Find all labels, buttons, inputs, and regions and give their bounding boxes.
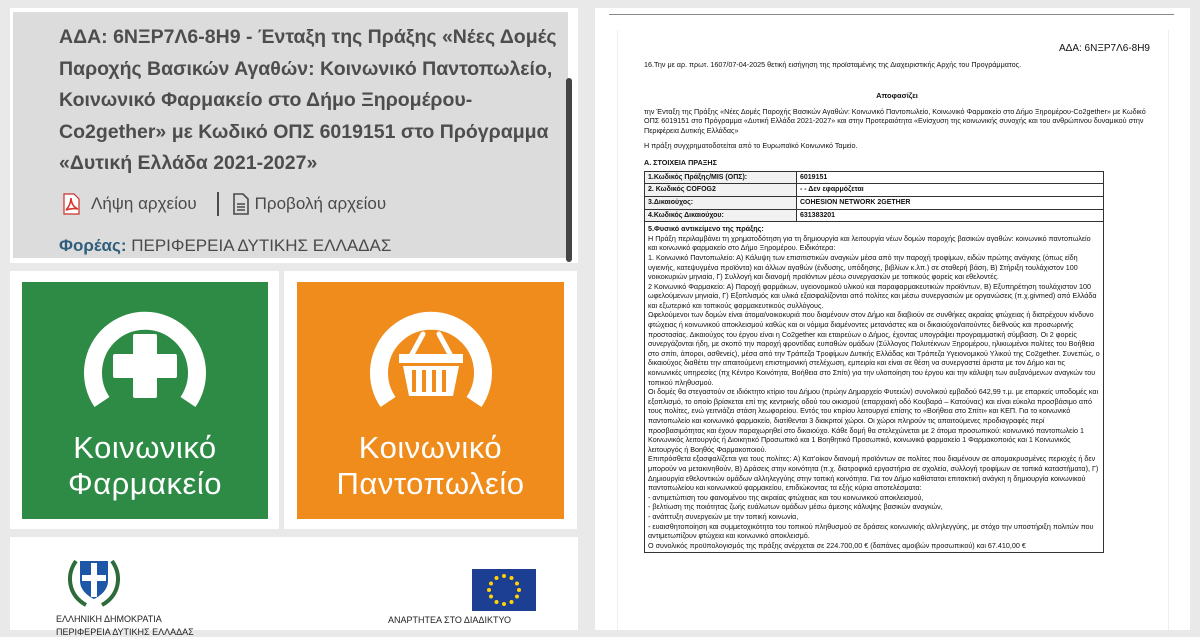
pharmacy-logo-line2: Φαρμακείο [67,466,223,501]
notice-card [10,8,578,263]
object-paragraph: Οι δομές θα στεγαστούν σε ιδιόκτητο κτίριο του Δήμου (πρώην Δημαρχείο Φυτειών) συνολικού εμβαδού 642,99 τ.μ. με επαρκείς υποδομές και εξοπλισμό, το οποίο βρίσκεται επί της κεντρικής οδού του οικισμού (επαρχιακή οδό Κουβαρά – Κατούνας) και είναι εύκολα προσβάσιμο από τους πολίτες, ενώ γειτνιάζει στάση λεωφορείου. Εντός του κτιρίου λειτουργεί επίσης το «Βοήθεια στο Σπίτι» και ΚΕΠ. Για το κοινωνικό παντοπωλείο και κοινωνικό φαρμακείο, διατίθενται 3 διακριτοί χώροι. Οι χώροι πληρούν τις απαιτούμενες προδιαγραφές περί προσβασιμότητας και έχουν παραχωρηθεί στο δικαιούχο. Κάθε δομή θα στελεχώνεται με 2 άτομα προσωπικού: κοινωνικό παντοπωλείο 1 Κοινωνικός λειτουργός ή Διοικητικό Προσωπικό και 1 Βοηθητικό Προσωπικό, κοινωνικό φαρμακείο 1 Φαρμακοποιός και 1 Κοινωνικός λειτουργός ή Βοηθός Φαρμακοποιού. [648,387,1099,454]
table-key: 4.Κωδικός Δικαιούχου: [645,209,797,222]
table-key: 3.Δικαιούχος: [645,196,797,209]
greek-emblem-icon [64,551,124,611]
table-value: COHESION NETWORK 2GETHER [797,196,1104,209]
funding-text: Η πράξη συγχρηματοδοτείται από το Ευρωπαϊκό Κοινωνικό Ταμείο. [644,140,858,150]
object-paragraph: Η Πράξη περιλαμβάνει τη χρηματοδότηση για τη δημιουργία και λειτουργία νέων δομών παροχής βασικών αγαθών: κοινωνικό παντοπωλείο και κοινωνικό φαρμακείο στο Δήμο Ξηρομέρου. Ειδικότερα: [648,233,1091,253]
document-page [617,30,1169,630]
pdf-icon [59,192,83,216]
pharmacy-logo-card [10,271,279,529]
object-paragraph: - βελτίωση της ποιότητας ζωής ευάλωτων ομάδων μέσω άμεσης κάλυψης βασικών αναγκών, [648,502,943,512]
decision-text: την Ένταξη της Πράξης «Νέες Δομές Παροχής Βασικών Αγαθών: Κοινωνικό Παντοπωλείο, Κοινωνικό Φαρμακείο στο Δήμο Ξηρομέρου-Co2gether» με Κωδικό ΟΠΣ 6019151 στο Πρόγραμμα «Δυτική Ελλάδα 2021-2027» και στην Προτεραιότητα «Ενίσχυση της κοινωνικής συνοχής και του ανθρώπινου δυναμικού στην Περιφέρεια Δυτικής Ελλάδας» [644,106,1146,135]
grocery-logo-line1: Κοινωνικό [358,430,503,465]
object-paragraph: - αντιμετώπιση του φαινομένου της ακραίας φτώχειας και του κοινωνικού αποκλεισμού, [648,492,924,502]
section-a-heading: Α. ΣΤΟΙΧΕΙΑ ΠΡΑΞΗΣ [644,158,717,168]
table-value: 6019151 [797,171,1104,184]
pharmacy-cross-icon [80,294,210,422]
table-value: 631383201 [797,209,1104,222]
object-paragraph: Ο συνολικός προϋπολογισμός της πράξης ανέρχεται σε 224.700,00 € (δαπάνες αμοιβών προσωπικού) και 67.410,00 € [648,540,1026,550]
grocery-logo [297,282,564,519]
object-paragraph: Ωφελούμενοι των δομών είναι άτομα/νοικοκυριά που διαμένουν στον Δήμο και διαβιούν σε συνθήκες ακραίας φτώχειας ή διατρέχουν κίνδυνο φτώχειας ή κοινωνικού αποκλεισμού καθώς και οι νόμιμα διαμένοντες μετανάστες και οι δικαιούχοι/αιτούντες διεθνούς και προσωρινής προστασίας. Δικαιούχος του έργου είναι η Co2gether και εταιρεύων ο Δήμος, έχοντας υπογράψει προγραμματική σύμβαση. Οι 2 φορείς συνεργάζονται ήδη, με σκοπό την παροχή φροντίδας ευπαθών ομάδων (Σύλλογος Πολυτέκνων Ξηρομέρου, ηλικιωμένοι πολίτες του Βοήθεια στο σπίτι, άποροι, ασθενείς), μέσα από την Τράπεζα Τροφίμων Δυτικής Ελλάδας και Τράπεζα Υγειονομικού Υλικού της Co2gether. Συνεπώς, ο δικαιούχος διαθέτει την απαιτούμενη επιστημονική στελέχωση, εμπειρία και είναι σε θέση να συνεργαστεί άριστα με τον Δήμο και τις κοινωνικές υπηρεσίες (πχ Κέντρο Κοινότητα, Βοήθεια στο Σπίτι) για την υλοποίηση του έργου και την κάλυψη των αυξανόμενων αναγκών του τοπικού πληθυσμού. [648,310,1100,387]
notice-content [13,12,568,258]
document-icon [231,192,251,216]
basket-icon [366,294,496,422]
table-value: - - Δεν εφαρμόζεται [797,184,1104,197]
object-paragraph: - ανάπτυξη συνεργειών με την τοπική κοινωνία, [648,511,799,521]
physical-object-box [644,222,1104,553]
view-label: Προβολή αρχείου [254,193,387,213]
actions-divider [217,192,219,216]
object-paragraph: 1. Κοινωνικό Παντοπωλείο: Α) Κάλυψη των επισιτιστικών αναγκών μέσα από την παροχή τροφίμων, ειδών πρώτης ανάγκης (όπως είδη υγιεινής, κατεψυγμένα προϊόντα) και άλλων αγαθών (ένδυσης, υπόδησης, βιβλίων κ.λπ.) σε σταθερή βάση, Β) Στήριξη τουλάχιστον 100 νοικοκυριών μηνιαία, Γ) Συλλογή και διανομή προϊόντων μέσω συνεργασιών με τοπικούς φορείς και εθελοντές. [648,252,1078,282]
download-file-link[interactable] [59,192,197,216]
eu-stars-icon [472,569,536,611]
decides-heading: Αποφασίζει [876,91,918,101]
footer-card [10,537,578,637]
object-paragraph: 2 Κοινωνικό Φαρμακείο: Α) Παροχή φαρμάκων, υγειονομικού υλικού και παραφαρμακευτικών προϊόντων, Β) Εξυπηρέτηση τουλάχιστον 100 ωφελούμενων μηνιαία, Γ) Εξοπλισμός και υλικά εξασφαλίζονται από πολίτες και μέσω συνεργασιών με οργανώσεις (π.χ.givmed) από Ελλάδα και εξωτερικό και τοπικούς φαρμακευτικούς συλλόγους. [648,281,1097,310]
grocery-logo-line2: Παντοπωλείο [336,466,525,501]
download-label: Λήψη αρχείου [91,193,197,213]
object-paragraph: Επιπρόσθετα εξασφαλίζεται για τους πολίτες: Α) Κατ'οίκον διανομή προϊόντων σε πολίτες που διαμένουν σε απομακρυσμένες περιοχές ή δεν μπορούν να μετακινηθούν, Β) Δράσεις στην κοινότητα (π.χ. διατροφικά εργαστήρια σε σχολεία, συλλογή τροφίμων σε τοπικά καταστήματα), Γ) Δημιουργία εθελοντικών ομάδων αλληλεγγύης στην τοπική κοινότητα. Για τον Δήμο καθίσταται επιτακτική ανάγκη η δημιουργία κοινωνικού παντοπωλείου και κοινωνικού φαρμακείου, επιδιώκοντας τα εξής κύρια αποτελέσματα: [648,454,1099,493]
carrier-line [59,236,568,256]
table-row [645,196,1104,209]
physical-object-title: 5.Φυσικό αντικείμενο της πράξης: [648,224,764,234]
eu-flag [472,569,536,611]
view-file-link[interactable] [231,192,387,216]
table-row [645,209,1104,222]
pharmacy-logo-line1: Κοινωνικό [73,430,217,465]
table-row [645,184,1104,197]
document-ada: ΑΔΑ: 6ΝΞΡ7Λ6-8Η9 [1058,43,1150,54]
scrollbar[interactable] [566,78,572,262]
document-panel [595,8,1190,630]
object-paragraph: - ευαισθητοποίηση και συμμετοχικότητα του τοπικού πληθυσμού σε δράσεις κοινωνικής αλληλεγγύης, με στόχο την υποστήριξη πολιτών που αντιμετωπίζουν φτώχεια και κοινωνικό αποκλεισμό. [648,521,1094,541]
region-label: ΠΕΡΙΦΕΡΕΙΑ ΔΥΤΙΚΗΣ ΕΛΛΑΔΑΣ [56,627,194,637]
republic-label: ΕΛΛΗΝΙΚΗ ΔΗΜΟΚΡΑΤΙΑ [56,614,162,624]
document-reference: 16.Την με αρ. πρωτ. 1607/07-04-2025 θετική εισήγηση της προϊσταμένης της Διαχειριστικής Αρχής του Προγράμματος. [644,59,1022,69]
notice-title[interactable]: ΑΔΑ: 6ΝΞΡ7Λ6-8Η9 - Ένταξη της Πράξης «Νέες Δομές Παροχής Βασικών Αγαθών: Κοινωνικό Παντοπωλείο, Κοινωνικό Φαρμακείο στο Δήμο Ξηρομέρου-Co2gether» με Κωδικό ΟΠΣ 6019151 στο Πρόγραμμα «Δυτική Ελλάδα 2021-2027» [59,26,557,174]
table-row [645,171,1104,184]
pharmacy-logo [22,282,268,519]
divider [609,14,1174,15]
posted-online-label: ΑΝΑΡΤΗΤΕΑ ΣΤΟ ΔΙΑΔΙΚΤΥΟ [388,615,511,625]
table-key: 2. Κωδικός COFOG2 [645,184,797,197]
carrier-label: Φορέας: [59,235,127,255]
project-info-table [644,171,1104,222]
carrier-value: ΠΕΡΙΦΕΡΕΙΑ ΔΥΤΙΚΗΣ ΕΛΛΑΔΑΣ [131,235,392,255]
grocery-logo-card [284,271,577,529]
file-actions [59,192,568,216]
table-key: 1.Κωδικός Πράξης/MIS (ΟΠΣ): [645,171,797,184]
